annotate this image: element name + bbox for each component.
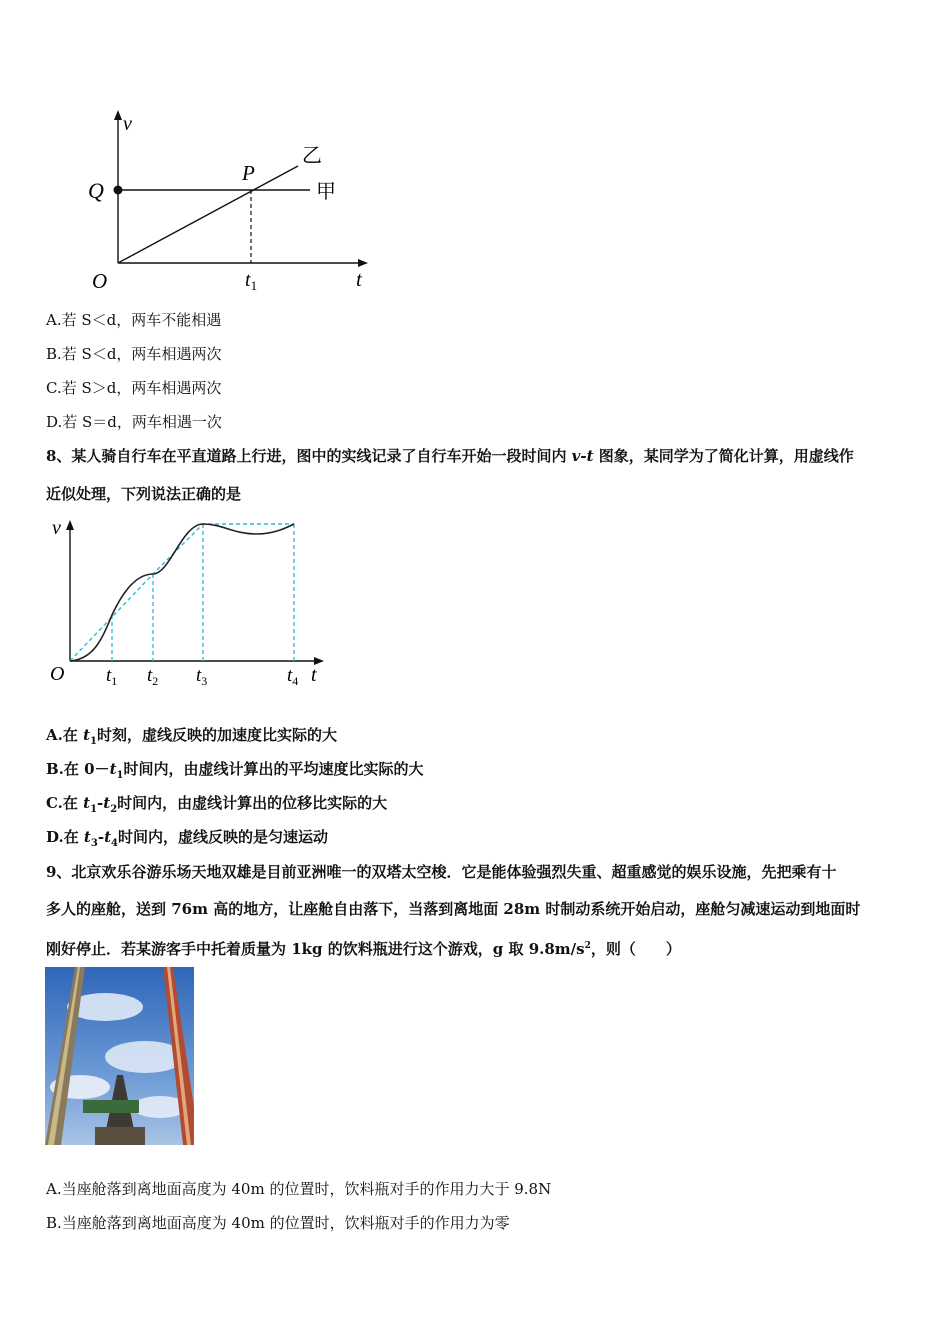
twin-towers-photo bbox=[45, 967, 194, 1145]
q9-option-a: A.当座舱落到离地面高度为 40m 的位置时，饮料瓶对手的作用力大于 9.8N bbox=[46, 1180, 552, 1198]
q8-stem-line2: 近似处理，下列说法正确的是 bbox=[46, 485, 242, 503]
figure1-origin-label: O bbox=[92, 269, 108, 293]
figure1-yi-label: 乙 bbox=[302, 143, 322, 167]
figure2-t-label: t bbox=[311, 664, 317, 686]
q7-option-d: D.若 S＝d，两车相遇一次 bbox=[46, 413, 222, 431]
figure1-x-arrow bbox=[358, 259, 368, 267]
figure1-v-label: v bbox=[123, 113, 132, 135]
figure1-jia-label: 甲 bbox=[316, 179, 336, 203]
figure2-origin-label: O bbox=[50, 663, 65, 685]
figure1-y-arrow bbox=[114, 110, 122, 120]
figure1-q-point bbox=[114, 186, 123, 195]
q8-stem-line1: 8、某人骑自行车在平直道路上行进，图中的实线记录了自行车开始一段时间内 v-t 图象，某同学为了简化计算，用虚线作 bbox=[46, 447, 854, 465]
figure2-t3-label: $t_3$ bbox=[196, 665, 208, 688]
q7-option-a: A.若 S＜d，两车不能相遇 bbox=[46, 311, 222, 329]
figure2-y-arrow bbox=[66, 520, 74, 530]
figure1-vt-graph bbox=[80, 108, 380, 298]
q7-option-c: C.若 S＞d，两车相遇两次 bbox=[46, 379, 222, 397]
q9-stem-line2: 多人的座舱，送到 76m 高的地方，让座舱自由落下，当落到离地面 28m 时制动系统开始启动，座舱匀减速运动到地面时 bbox=[46, 900, 861, 918]
q8-option-d: D.在 $t_3-t_4$时间内，虚线反映的是匀速运动 bbox=[46, 828, 328, 849]
figure2-vt-graph bbox=[46, 514, 336, 692]
figure2-t1-label: $t_1$ bbox=[106, 665, 118, 688]
q7-option-b: B.若 S＜d，两车相遇两次 bbox=[46, 345, 222, 363]
figure2-t2-label: $t_2$ bbox=[147, 665, 159, 688]
figure1-t-label: t bbox=[356, 267, 362, 291]
q9-option-b: B.当座舱落到离地面高度为 40m 的位置时，饮料瓶对手的作用力为零 bbox=[46, 1214, 510, 1232]
figure1-line-yi bbox=[118, 166, 298, 263]
q9-stem-line3: 刚好停止．若某游客手中托着质量为 1kg 的饮料瓶进行这个游戏，g 取 $9.8m/s^2$，则（ ） bbox=[46, 940, 681, 958]
q8-option-a: A.在 $t_1$时刻，虚线反映的加速度比实际的大 bbox=[46, 726, 338, 747]
q9-stem-line1: 9、北京欢乐谷游乐场天地双雄是目前亚洲唯一的双塔太空梭．它是能体验强烈失重、超重感觉的娱乐设施，先把乘有十 bbox=[46, 863, 837, 881]
figure1-p-label: P bbox=[242, 161, 255, 185]
q8-option-b: B.在 $0-t_1$时间内，由虚线计算出的平均速度比实际的大 bbox=[46, 760, 424, 781]
figure1-t1-label: $t_1$ bbox=[245, 269, 258, 293]
q8-option-c: C.在 $t_1-t_2$时间内，由虚线计算出的位移比实际的大 bbox=[46, 794, 388, 815]
figure1-q-label: Q bbox=[88, 178, 104, 203]
figure2-v-label: v bbox=[52, 517, 61, 539]
figure2-dashed-approx bbox=[70, 524, 294, 661]
figure2-t4-label: $t_4$ bbox=[287, 665, 299, 688]
